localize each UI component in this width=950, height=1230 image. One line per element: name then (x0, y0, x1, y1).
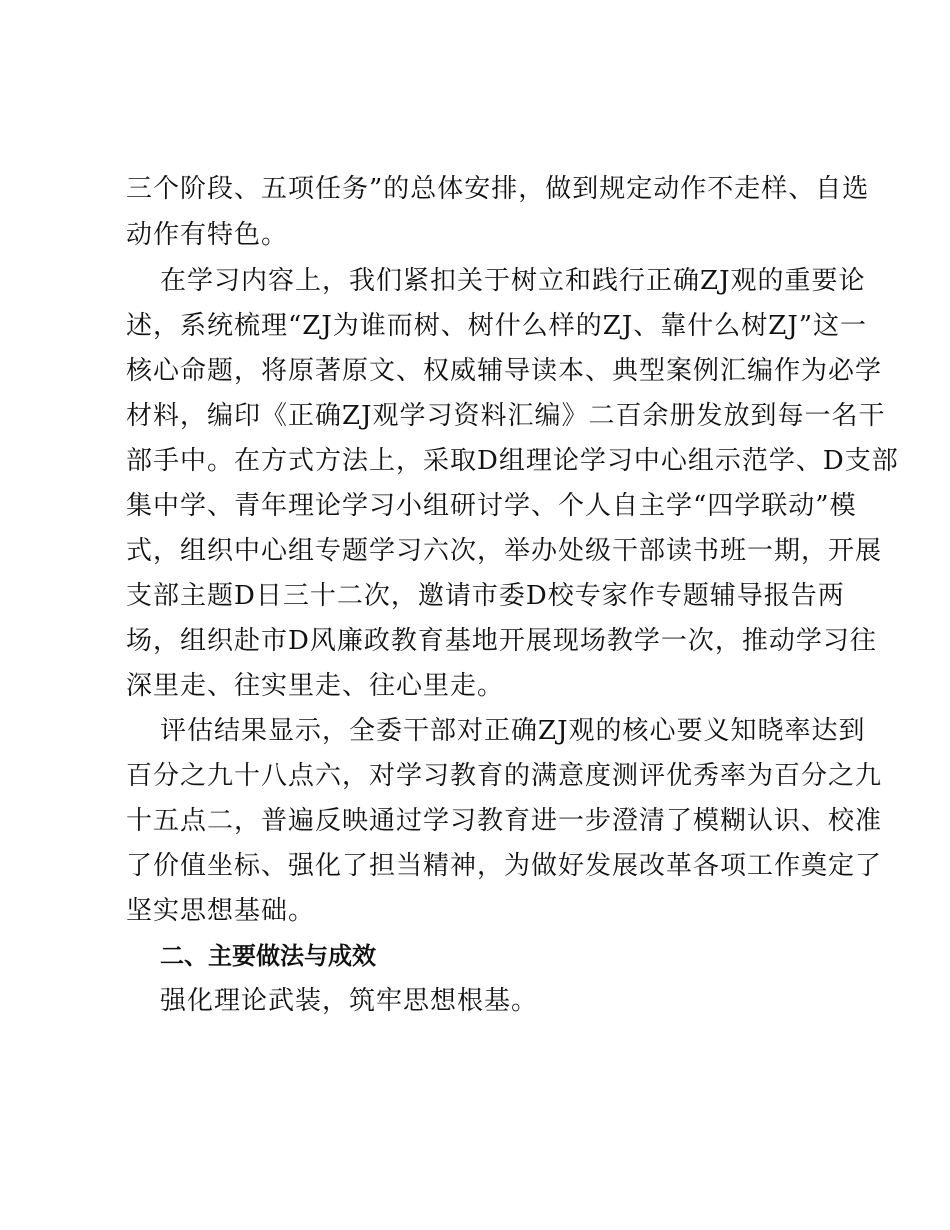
paragraph-3-line-5: 坚实思想基础。 (126, 896, 316, 926)
section-heading: 二、主要做法与成效 (160, 942, 376, 970)
paragraph-2-line-4: 材料，编印《正确ZJ观学习资料汇编》二百余册发放到每一名干 (126, 401, 886, 431)
paragraph-2-line-8: 支部主题D日三十二次，邀请市委D校专家作专题辅导报告两 (126, 581, 845, 611)
paragraph-2-line-2: 述，系统梳理“ZJ为谁而树、树什么样的ZJ、靠什么树ZJ”这一 (126, 311, 868, 341)
paragraph-2-line-7: 式，组织中心组专题学习六次，举办处级干部读书班一期，开展 (126, 536, 883, 566)
paragraph-2-line-10: 深里走、往实里走、往心里走。 (126, 671, 505, 701)
paragraph-3-line-1: 评估结果显示，全委干部对正确ZJ观的核心要义知晓率达到 (160, 716, 866, 746)
paragraph-2-line-9: 场，组织赴市D风廉政教育基地开展现场教学一次，推动学习往 (126, 626, 877, 656)
paragraph-2-line-6: 集中学、青年理论学习小组研讨学、个人自主学“四学联动”模 (126, 491, 857, 521)
paragraph-2-line-3: 核心命题，将原著原文、权威辅导读本、典型案例汇编作为必学 (126, 356, 883, 386)
paragraph-2-line-5: 部手中。在方式方法上，采取D组理论学习中心组示范学、D支部 (126, 446, 899, 476)
paragraph-1-line-1: 三个阶段、五项任务”的总体安排，做到规定动作不走样、自选 (126, 174, 870, 204)
paragraph-4-line-1: 强化理论武装，筑牢思想根基。 (160, 986, 539, 1016)
paragraph-3-line-3: 十五点二，普遍反映通过学习教育进一步澄清了模糊认识、校准 (126, 806, 883, 836)
paragraph-1-line-2: 动作有特色。 (126, 220, 289, 250)
paragraph-2-line-1: 在学习内容上，我们紧扣关于树立和践行正确ZJ观的重要论 (160, 266, 866, 296)
paragraph-3-line-4: 了价值坐标、强化了担当精神，为做好发展改革各项工作奠定了 (126, 851, 883, 881)
paragraph-3-line-2: 百分之九十八点六，对学习教育的满意度测评优秀率为百分之九 (126, 761, 883, 791)
